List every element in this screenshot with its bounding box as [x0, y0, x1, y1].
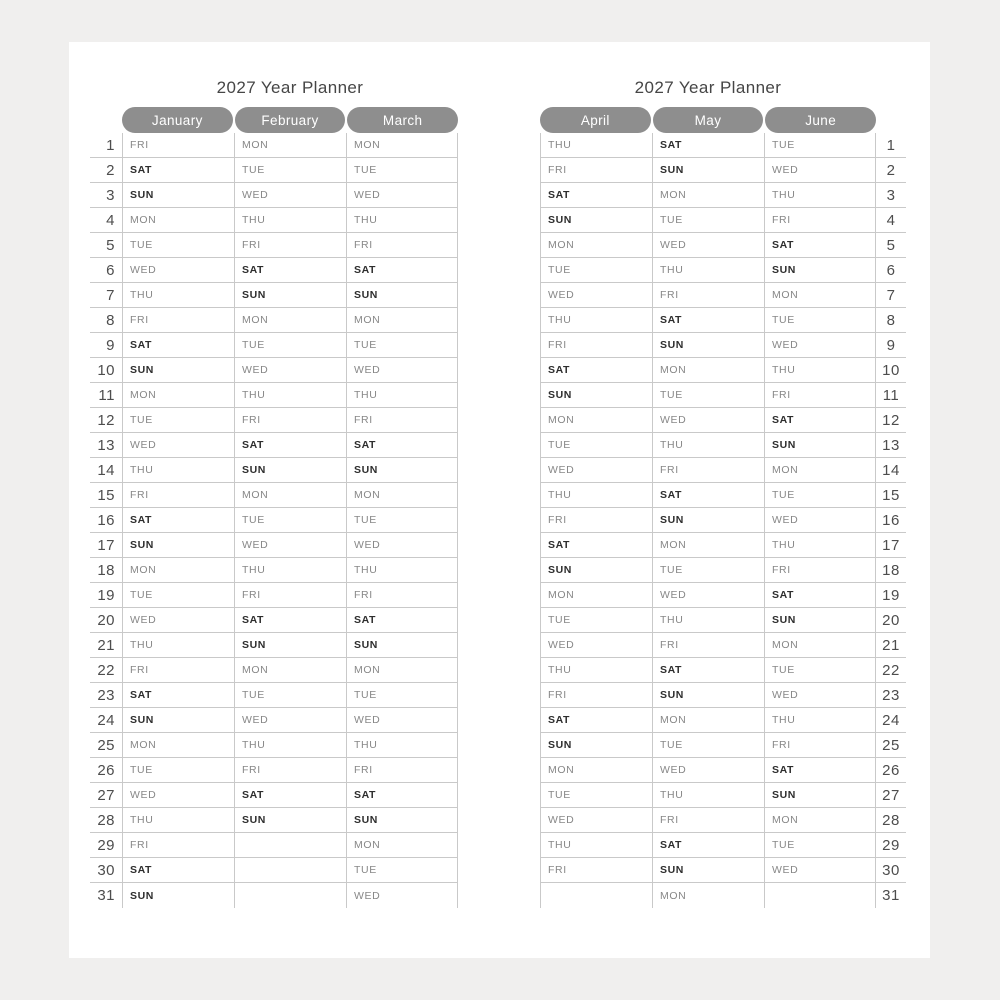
day-number: 4: [90, 208, 122, 233]
day-cell: THU: [541, 658, 652, 683]
day-cell: SUN: [235, 458, 346, 483]
day-cell: MON: [765, 458, 875, 483]
day-number: 27: [90, 783, 122, 808]
day-cell: SUN: [235, 808, 346, 833]
day-cell: SAT: [347, 783, 457, 808]
day-cell: FRI: [653, 808, 764, 833]
day-cell: TUE: [765, 833, 875, 858]
month-header-march: [347, 107, 458, 133]
day-number: 26: [876, 758, 906, 783]
day-cell: TUE: [541, 783, 652, 808]
day-cell: FRI: [765, 383, 875, 408]
day-cell: THU: [541, 308, 652, 333]
day-cell: SUN: [541, 558, 652, 583]
day-cell: FRI: [541, 508, 652, 533]
day-number: 30: [90, 858, 122, 883]
day-number: 4: [876, 208, 906, 233]
day-cell: MON: [235, 483, 346, 508]
month-column-june: [764, 133, 876, 908]
day-cell: [765, 883, 875, 908]
day-cell: TUE: [541, 258, 652, 283]
day-number: 31: [97, 887, 115, 904]
month-label: May: [694, 112, 722, 128]
day-cell: TUE: [347, 333, 457, 358]
day-cell: WED: [347, 533, 457, 558]
day-cell: FRI: [123, 483, 234, 508]
day-cell: SAT: [235, 608, 346, 633]
day-number: 21: [90, 633, 122, 658]
day-number: 30: [876, 858, 906, 883]
day-cell: THU: [123, 283, 234, 308]
day-cell: THU: [765, 708, 875, 733]
day-cell: THU: [765, 183, 875, 208]
day-cell: MON: [653, 358, 764, 383]
day-cell: TUE: [235, 683, 346, 708]
day-number: 2: [876, 158, 906, 183]
day-cell: TUE: [347, 158, 457, 183]
day-cell: FRI: [541, 158, 652, 183]
day-cell: WED: [765, 333, 875, 358]
day-cell: THU: [541, 133, 652, 158]
day-cell: SAT: [541, 708, 652, 733]
calendar-grid-left: [90, 133, 458, 908]
day-cell: MON: [347, 833, 457, 858]
day-cell: TUE: [123, 408, 234, 433]
day-cell: SAT: [235, 258, 346, 283]
day-cell: SAT: [765, 233, 875, 258]
day-cell: SUN: [765, 433, 875, 458]
day-cell: SUN: [123, 708, 234, 733]
day-number: 2: [90, 158, 122, 183]
day-number: 27: [876, 783, 906, 808]
month-label: February: [261, 112, 319, 128]
day-cell: SAT: [235, 783, 346, 808]
day-cell: WED: [235, 358, 346, 383]
day-cell: TUE: [123, 758, 234, 783]
day-number: 12: [876, 408, 906, 433]
day-cell: THU: [541, 833, 652, 858]
day-cell: WED: [235, 708, 346, 733]
day-cell: FRI: [123, 308, 234, 333]
day-cell: THU: [235, 383, 346, 408]
day-cell: MON: [653, 708, 764, 733]
day-cell: SUN: [653, 333, 764, 358]
day-cell: THU: [123, 808, 234, 833]
day-cell: MON: [235, 133, 346, 158]
day-cell: SAT: [653, 658, 764, 683]
day-cell: THU: [653, 433, 764, 458]
day-number: 16: [876, 508, 906, 533]
day-number: 29: [876, 833, 906, 858]
day-number: 18: [90, 558, 122, 583]
day-number: 9: [90, 333, 122, 358]
day-number: 22: [90, 658, 122, 683]
day-cell: SAT: [123, 683, 234, 708]
day-cell: FRI: [235, 408, 346, 433]
day-cell: SAT: [347, 608, 457, 633]
day-number: 24: [876, 708, 906, 733]
day-cell: THU: [653, 608, 764, 633]
left-spread: [90, 78, 458, 908]
day-cell: FRI: [347, 583, 457, 608]
month-column-february: [234, 133, 346, 908]
day-cell: FRI: [653, 633, 764, 658]
day-number: 5: [90, 233, 122, 258]
day-cell: TUE: [541, 433, 652, 458]
day-number: 3: [90, 183, 122, 208]
day-number: 13: [90, 433, 122, 458]
day-cell: SUN: [347, 458, 457, 483]
month-column-march: [346, 133, 458, 908]
day-cell: [235, 883, 346, 908]
day-cell: SUN: [130, 889, 154, 902]
month-header-june: [765, 107, 876, 133]
day-cell: FRI: [347, 408, 457, 433]
day-cell: SAT: [123, 158, 234, 183]
month-headers-right: [540, 107, 876, 133]
day-cell: SUN: [541, 208, 652, 233]
day-cell: FRI: [235, 583, 346, 608]
day-cell: WED: [123, 258, 234, 283]
day-cell: SUN: [123, 183, 234, 208]
day-number: 28: [876, 808, 906, 833]
day-cell: TUE: [541, 608, 652, 633]
day-cell: TUE: [347, 858, 457, 883]
day-cell: [235, 858, 346, 883]
month-label: April: [580, 112, 610, 128]
day-cell: MON: [235, 308, 346, 333]
day-number: 1: [90, 133, 122, 158]
day-number: 6: [90, 258, 122, 283]
page-title-left: 2027 Year Planner: [216, 78, 364, 97]
day-cell: WED: [541, 808, 652, 833]
day-number: 7: [876, 283, 906, 308]
day-number: 8: [90, 308, 122, 333]
day-cell: SAT: [653, 483, 764, 508]
day-cell: THU: [653, 258, 764, 283]
day-number: 13: [876, 433, 906, 458]
day-cell: MON: [660, 889, 687, 902]
day-number: 1: [876, 133, 906, 158]
day-cell: SAT: [347, 258, 457, 283]
day-number: 11: [90, 383, 122, 408]
day-cell: FRI: [541, 333, 652, 358]
day-cell: THU: [347, 383, 457, 408]
day-cell: FRI: [123, 833, 234, 858]
day-cell: TUE: [235, 158, 346, 183]
day-cell: SUN: [123, 533, 234, 558]
day-cell: FRI: [123, 133, 234, 158]
day-cell: FRI: [235, 233, 346, 258]
day-number: 6: [876, 258, 906, 283]
day-number: 26: [90, 758, 122, 783]
day-number: 23: [876, 683, 906, 708]
right-spread: [540, 78, 906, 908]
day-number: 20: [876, 608, 906, 633]
day-cell: WED: [235, 533, 346, 558]
day-cell: TUE: [765, 483, 875, 508]
day-cell: WED: [541, 633, 652, 658]
day-cell: WED: [354, 889, 381, 902]
day-number-column: [90, 133, 122, 908]
day-number: 19: [876, 583, 906, 608]
day-number: 10: [876, 358, 906, 383]
day-cell: SAT: [765, 583, 875, 608]
day-cell: SAT: [541, 358, 652, 383]
day-cell: WED: [653, 408, 764, 433]
month-column-may: [652, 133, 764, 908]
month-column-january: [122, 133, 234, 908]
day-number: 15: [876, 483, 906, 508]
day-number: 10: [90, 358, 122, 383]
day-cell: MON: [123, 733, 234, 758]
day-number: 24: [90, 708, 122, 733]
day-cell: WED: [541, 458, 652, 483]
day-cell: MON: [765, 633, 875, 658]
day-number: 25: [90, 733, 122, 758]
day-cell: SUN: [541, 383, 652, 408]
day-cell: FRI: [123, 658, 234, 683]
day-cell: WED: [765, 858, 875, 883]
day-number: 15: [90, 483, 122, 508]
day-cell: SUN: [123, 358, 234, 383]
day-cell: SAT: [653, 833, 764, 858]
day-cell: WED: [347, 358, 457, 383]
month-header-february: [235, 107, 346, 133]
day-number: 14: [90, 458, 122, 483]
day-number-column: [876, 133, 906, 908]
day-cell: FRI: [653, 283, 764, 308]
day-cell: MON: [347, 133, 457, 158]
day-cell: SUN: [347, 808, 457, 833]
day-cell: MON: [541, 233, 652, 258]
day-cell: SUN: [347, 283, 457, 308]
day-cell: MON: [765, 808, 875, 833]
day-cell: THU: [235, 558, 346, 583]
day-cell: TUE: [653, 208, 764, 233]
month-column-april: [540, 133, 652, 908]
day-cell: [235, 833, 346, 858]
month-headers-left: [122, 107, 458, 133]
day-cell: SUN: [765, 783, 875, 808]
day-cell: WED: [123, 433, 234, 458]
day-number: 19: [90, 583, 122, 608]
day-cell: WED: [541, 283, 652, 308]
month-header-april: [540, 107, 651, 133]
day-cell: THU: [653, 783, 764, 808]
day-cell: FRI: [347, 758, 457, 783]
day-cell: TUE: [653, 733, 764, 758]
day-cell: THU: [765, 358, 875, 383]
day-cell: MON: [541, 583, 652, 608]
day-number: 16: [90, 508, 122, 533]
day-cell: TUE: [653, 558, 764, 583]
day-cell: SAT: [541, 183, 652, 208]
day-number: 3: [876, 183, 906, 208]
day-cell: TUE: [235, 333, 346, 358]
day-cell: [541, 883, 652, 908]
day-number: 18: [876, 558, 906, 583]
day-cell: SUN: [541, 733, 652, 758]
day-cell: THU: [123, 633, 234, 658]
day-number: 25: [876, 733, 906, 758]
day-number: 21: [876, 633, 906, 658]
day-cell: TUE: [765, 133, 875, 158]
day-cell: TUE: [123, 233, 234, 258]
day-number: 14: [876, 458, 906, 483]
day-cell: TUE: [765, 308, 875, 333]
day-cell: SUN: [653, 858, 764, 883]
day-cell: MON: [541, 408, 652, 433]
day-number: 22: [876, 658, 906, 683]
day-number: 12: [90, 408, 122, 433]
day-cell: THU: [123, 458, 234, 483]
day-cell: SAT: [653, 133, 764, 158]
day-cell: WED: [123, 608, 234, 633]
day-number: 17: [90, 533, 122, 558]
day-cell: FRI: [653, 458, 764, 483]
day-cell: SUN: [653, 508, 764, 533]
day-number: 23: [90, 683, 122, 708]
day-cell: WED: [235, 183, 346, 208]
day-cell: THU: [765, 533, 875, 558]
day-cell: SUN: [235, 283, 346, 308]
day-cell: MON: [347, 658, 457, 683]
day-number: 7: [90, 283, 122, 308]
day-cell: THU: [541, 483, 652, 508]
day-cell: SUN: [235, 633, 346, 658]
day-cell: TUE: [653, 383, 764, 408]
day-cell: WED: [347, 708, 457, 733]
day-cell: WED: [765, 683, 875, 708]
day-cell: THU: [235, 733, 346, 758]
day-cell: FRI: [235, 758, 346, 783]
day-cell: MON: [235, 658, 346, 683]
day-cell: SUN: [765, 608, 875, 633]
day-cell: SAT: [123, 858, 234, 883]
day-cell: SAT: [235, 433, 346, 458]
month-label: January: [151, 112, 203, 128]
day-cell: FRI: [765, 558, 875, 583]
day-cell: SUN: [347, 633, 457, 658]
month-label: March: [382, 112, 423, 128]
day-cell: TUE: [347, 683, 457, 708]
day-cell: MON: [347, 483, 457, 508]
day-cell: FRI: [541, 683, 652, 708]
day-cell: MON: [123, 558, 234, 583]
day-cell: THU: [347, 208, 457, 233]
planner-page: [69, 42, 930, 958]
day-cell: MON: [123, 208, 234, 233]
month-header-january: [122, 107, 233, 133]
day-cell: SAT: [541, 533, 652, 558]
day-cell: WED: [653, 758, 764, 783]
day-cell: SAT: [653, 308, 764, 333]
day-cell: SAT: [765, 758, 875, 783]
day-cell: SUN: [765, 258, 875, 283]
day-number: 9: [876, 333, 906, 358]
day-cell: SAT: [123, 333, 234, 358]
day-number: 29: [90, 833, 122, 858]
day-cell: FRI: [765, 733, 875, 758]
day-cell: SUN: [653, 683, 764, 708]
month-header-may: [653, 107, 764, 133]
day-cell: SAT: [765, 408, 875, 433]
day-cell: THU: [347, 558, 457, 583]
page-title-right: 2027 Year Planner: [634, 78, 782, 97]
day-number: 11: [876, 383, 906, 408]
day-cell: SAT: [347, 433, 457, 458]
day-cell: TUE: [235, 508, 346, 533]
day-number: 28: [90, 808, 122, 833]
day-cell: MON: [765, 283, 875, 308]
day-number: 20: [90, 608, 122, 633]
day-cell: MON: [347, 308, 457, 333]
day-number: 8: [876, 308, 906, 333]
day-cell: SAT: [123, 508, 234, 533]
calendar-grid-right: [540, 133, 906, 908]
day-cell: WED: [653, 583, 764, 608]
day-cell: MON: [541, 758, 652, 783]
day-cell: FRI: [347, 233, 457, 258]
day-cell: WED: [123, 783, 234, 808]
day-cell: MON: [653, 183, 764, 208]
day-cell: FRI: [765, 208, 875, 233]
day-number: 5: [876, 233, 906, 258]
day-cell: MON: [653, 533, 764, 558]
month-label: June: [805, 112, 837, 128]
day-cell: THU: [235, 208, 346, 233]
day-cell: TUE: [347, 508, 457, 533]
day-cell: THU: [347, 733, 457, 758]
day-cell: WED: [765, 158, 875, 183]
day-cell: WED: [765, 508, 875, 533]
day-cell: TUE: [123, 583, 234, 608]
day-number: 31: [882, 887, 900, 904]
day-number: 17: [876, 533, 906, 558]
day-cell: FRI: [541, 858, 652, 883]
day-cell: WED: [653, 233, 764, 258]
day-cell: SUN: [653, 158, 764, 183]
day-cell: WED: [347, 183, 457, 208]
day-cell: TUE: [765, 658, 875, 683]
day-cell: MON: [123, 383, 234, 408]
